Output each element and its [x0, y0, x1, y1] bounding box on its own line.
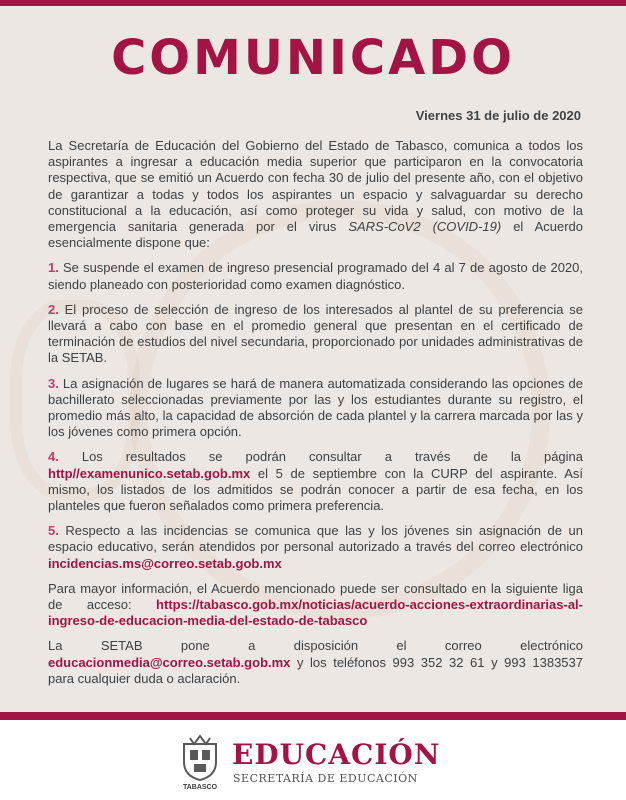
item-number: 4. [48, 449, 59, 465]
contact-paragraph [48, 638, 583, 687]
item-text: Respecto a las incidencias se comunica que las y los jóvenes sin asignación de un espacio educativo, serán atendidos por personal autorizado a través del correo electrónico [48, 523, 583, 555]
contact-text-end: y los teléfonos 993 352 32 61 y 993 1383537 para cualquier duda o aclaración. [48, 654, 583, 686]
communique-date: Viernes 31 de julio de 2020 [415, 108, 581, 123]
item-text: Los resultados se podrán consultar a través de la página [58, 449, 583, 465]
footer-title: EDUCACIÓN [232, 738, 441, 771]
page-title: COMUNICADO [111, 30, 515, 86]
more-info-paragraph [48, 581, 583, 630]
intro-paragraph [48, 138, 583, 251]
item-text-end: el 5 de septiembre con la CURP del aspirante. Así mismo, los listados de los admitidos se podrán conocer a partir de esa fecha, en los planteles que fueron señalados como primera preferencia. [48, 465, 583, 514]
incidents-email-link[interactable]: incidencias.ms@correo.setab.gob.mx [48, 555, 282, 571]
item-text: El proceso de selección de ingreso de los interesados al plantel de su preferencia se llevará a cabo con base en el promedio general que presentan en el certificado de terminación de estudios del nivel secundaria, proporcionado por unidades administrativas de la SETAB. [48, 301, 583, 366]
item-number: 1. [48, 260, 59, 276]
item-text: Se suspende el examen de ingreso presencial programado del 4 al 7 de agosto de 2020, siendo planeado con posterioridad como examen diagnóstico. [48, 260, 583, 292]
more-info-text: Para mayor información, el Acuerdo mencionado puede ser consultado en la siguiente liga de acceso: [48, 580, 583, 613]
footer-accent-bar [0, 712, 626, 720]
top-accent-bar [0, 0, 626, 6]
item-number: 2. [48, 301, 59, 317]
contact-email-link[interactable]: educacionmedia@correo.setab.gob.mx [48, 654, 291, 670]
footer-subtitle: SECRETARÍA DE EDUCACIÓN [233, 772, 418, 785]
list-item [48, 376, 583, 441]
item-text: La asignación de lugares se hará de manera automatizada considerando las opciones de bachillerato seleccionadas previamente por las y los estudiantes durante su registro, el promedio más alto, la capacidad de absorción de cada plantel y la carrera marcada por las y los jóvenes como primera opción. [48, 375, 583, 440]
results-page-link[interactable]: http//examenunico.setab.gob.mx [48, 465, 251, 481]
intro-text: La Secretaría de Educación del Gobierno del Estado de Tabasco, comunica a todos los aspirantes a ingresar a educación media superior que participaron en la convocatoria respectiva, que se emitió un Acuerdo con fecha 30 de julio del presente año, con el objetivo de garantizar a todas y todos los aspirantes un espacio y salvaguardar su derecho constitucional a la educación, así como proteger su vida y salud, con motivo de la emergencia sanitaria generada por el virus [48, 138, 583, 235]
crest-label: TABASCO [182, 784, 218, 791]
agreement-link[interactable]: https://tabasco.gob.mx/noticias/acuerdo-acciones-extraordinarias-al-ingreso-de-educacion-media-del-estado-de-tabasco [48, 597, 583, 629]
intro-text-end: el Acuerdo esencialmente dispone que: [48, 219, 584, 251]
tabasco-crest-icon [180, 734, 220, 782]
contact-text: La SETAB pone a disposición el correo electrónico [48, 638, 583, 654]
item-number: 5. [48, 523, 59, 539]
list-item [48, 449, 583, 514]
virus-name: SARS-CoV2 (COVID-19) [348, 219, 502, 235]
list-item [48, 523, 583, 572]
communique-body [48, 138, 583, 696]
list-item [48, 302, 583, 367]
footer [0, 712, 626, 800]
item-number: 3. [48, 375, 59, 391]
list-item [48, 260, 583, 292]
